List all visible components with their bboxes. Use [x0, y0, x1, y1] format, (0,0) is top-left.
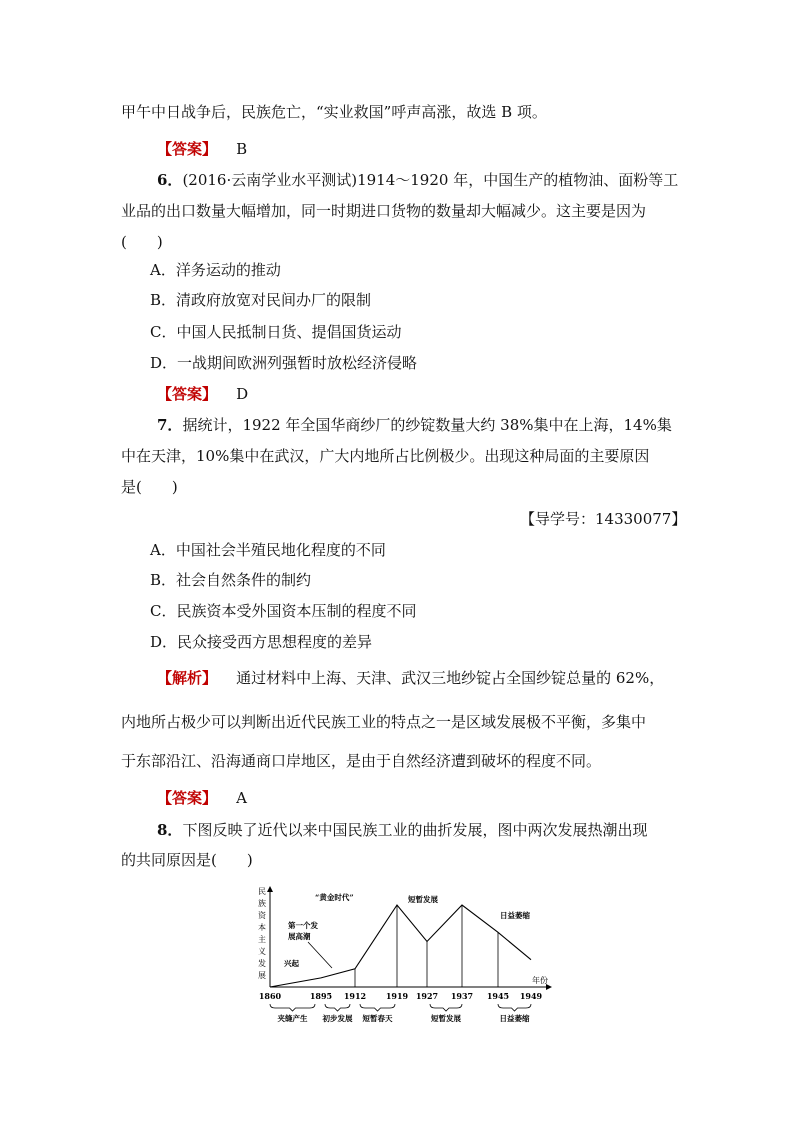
chart-svg: [250, 880, 560, 1040]
answer-tag: 【答案】: [157, 385, 218, 403]
y-axis-label-char: 展: [258, 971, 266, 980]
guide-number: 【导学号：14330077】: [520, 510, 687, 528]
y-axis-label-char: 民: [258, 887, 266, 896]
annotation-leader: [308, 942, 332, 968]
annotation-shrinking: 日益萎缩: [500, 911, 530, 920]
series-line: [270, 905, 531, 987]
q7-option-b: B．社会自然条件的制约: [150, 571, 312, 589]
q8-stem-line2: 的共同原因是( ): [121, 851, 253, 869]
question-number: 8．: [157, 821, 183, 839]
q7-analysis-line1: [157, 668, 664, 688]
q6-option-a: A．洋务运动的推动: [150, 261, 281, 279]
question-number: 7．: [157, 416, 183, 434]
annotation-golden-age: “黄金时代”: [315, 893, 354, 902]
q7-text: 据统计，1922 年全国华商纱厂的纱锭数量大约 38%集中在上海，14%集: [182, 416, 672, 434]
x-tick-label: 1895: [309, 991, 333, 1001]
q6-stem-line3: ( ): [121, 233, 163, 251]
q5-answer: [157, 139, 247, 159]
annotation-rise: 兴起: [284, 959, 299, 968]
annotation-first-peak-line1: 第一个发: [288, 921, 318, 930]
answer-tag: 【答案】: [157, 140, 218, 158]
q5-analysis-tail: 甲午中日战争后，民族危亡，“实业救国”呼声高涨，故选 B 项。: [121, 103, 547, 121]
x-tick-label: 1945: [486, 991, 510, 1001]
q6-text: (2016·云南学业水平测试)1914～1920 年，中国生产的植物油、面粉等工: [182, 171, 679, 189]
y-axis-label-char: 发: [258, 959, 266, 968]
x-tick-label: 1860: [258, 991, 282, 1001]
analysis-text: 通过材料中上海、天津、武汉三地纱锭占全国纱锭总量的 62%，: [236, 669, 665, 687]
x-tick-label: 1919: [385, 991, 409, 1001]
q8-text: 下图反映了近代以来中国民族工业的曲折发展，图中两次发展热潮出现: [182, 821, 648, 839]
answer-value: A: [236, 789, 247, 807]
y-axis-arrow: [267, 886, 273, 892]
answer-value: D: [236, 385, 249, 403]
industry-development-chart: [250, 880, 560, 1040]
q6-answer: [157, 384, 248, 404]
q7-stem-line2: 中在天津，10%集中在武汉，广大内地所占比例极少。出现这种局面的主要原因: [121, 447, 650, 465]
period-label: 短暂发展: [431, 1014, 461, 1023]
period-brace: [498, 1004, 531, 1011]
q7-stem-line3: 是( ): [121, 478, 178, 496]
q6-option-d: D．一战期间欧洲列强暂时放松经济侵略: [150, 354, 418, 372]
q7-stem-line1: [157, 415, 672, 435]
x-axis-label: 年份: [532, 976, 548, 985]
period-label: 初步发展: [322, 1014, 353, 1023]
answer-tag: 【答案】: [157, 789, 218, 807]
analysis-tag: 【解析】: [157, 669, 218, 687]
q7-option-c: C．民族资本受外国资本压制的程度不同: [150, 602, 417, 620]
q7-option-d: D．民众接受西方思想程度的差异: [150, 633, 373, 651]
answer-value: B: [236, 140, 248, 158]
period-label: 日益萎缩: [499, 1014, 530, 1023]
q6-stem-line2: 业品的出口数量大幅增加，同一时期进口货物的数量却大幅减少。这主要是因为: [121, 202, 647, 220]
y-axis-label-char: 义: [258, 947, 266, 956]
y-axis-label-char: 资: [258, 911, 266, 920]
period-label: 夹缝产生: [277, 1014, 308, 1023]
annotation-first-peak-line2: 展高潮: [288, 932, 311, 941]
x-tick-label: 1912: [343, 991, 367, 1001]
q7-analysis-line2: 内地所占极少可以判断出近代民族工业的特点之一是区域发展极不平衡，多集中: [121, 713, 647, 731]
y-axis-label-char: 族: [258, 899, 266, 908]
period-brace: [270, 1004, 315, 1011]
y-axis-label-char: 本: [258, 923, 266, 932]
q6-stem-line1: [157, 170, 678, 190]
period-brace: [360, 1004, 395, 1011]
period-brace: [430, 1004, 462, 1011]
q6-option-c: C．中国人民抵制日货、提倡国货运动: [150, 323, 402, 341]
period-brace: [325, 1004, 350, 1011]
x-tick-label: 1937: [450, 991, 474, 1001]
question-number: 6．: [157, 171, 183, 189]
x-tick-label: 1927: [415, 991, 439, 1001]
annotation-brief-development: 短暂发展: [408, 895, 438, 904]
q8-stem-line1: [157, 820, 647, 840]
q6-option-b: B．清政府放宽对民间办厂的限制: [150, 291, 372, 309]
annotation-first-peak: [288, 920, 318, 941]
y-axis-label-char: 主: [258, 935, 266, 944]
q7-answer: [157, 788, 247, 808]
x-tick-label: 1949: [519, 991, 543, 1001]
q7-analysis-line3: 于东部沿江、沿海通商口岸地区，是由于自然经济遭到破坏的程度不同。: [121, 752, 602, 770]
q7-option-a: A．中国社会半殖民地化程度的不同: [150, 541, 386, 559]
period-label: 短暂春天: [362, 1014, 393, 1023]
